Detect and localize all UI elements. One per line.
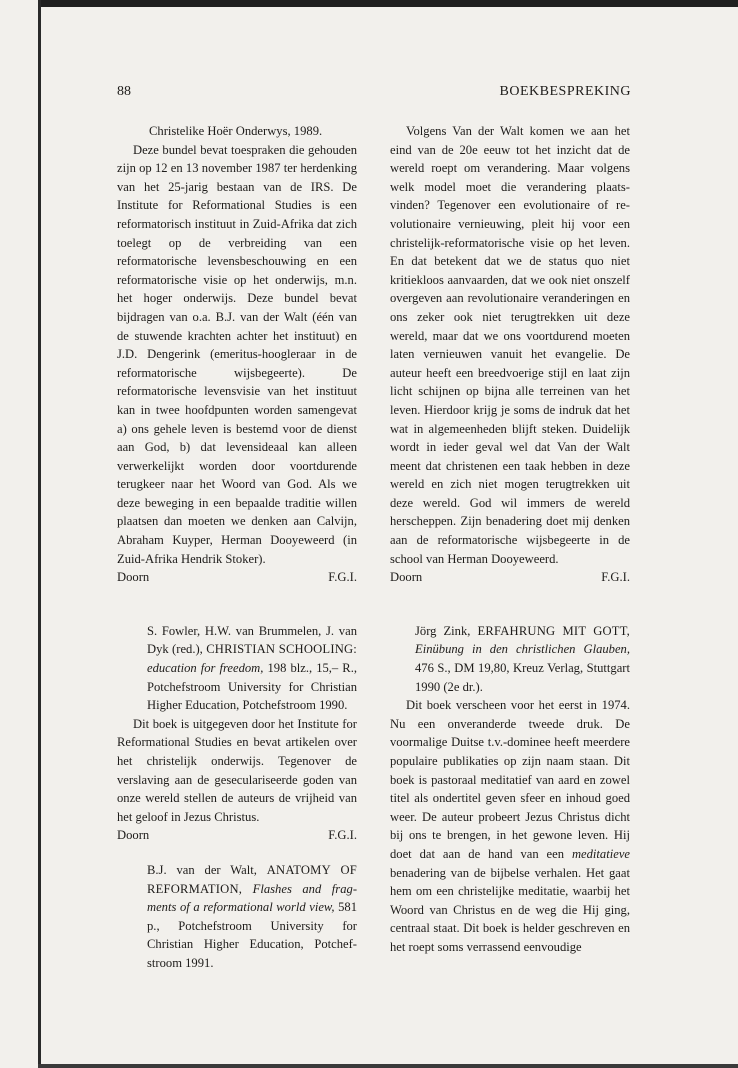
signature-place: Doorn bbox=[390, 570, 423, 585]
paragraph-text: benadering van de bijbelse verhalen. Het gaat hem om een christelijke meditatie, waarbij het Woord van Christus en de weg die Hij ging, centraal staat. Dit boek is helder geschreven en het roept soms verrassend eenvoudige bbox=[390, 865, 630, 954]
review-paragraph: Deze bundel bevat toespraken die gehouden zijn op 12 en 13 november 1987 ter herdenking van het 25-jarig bestaan van de IRS. De Institute for Reformational Studies is een reformatorisch instituut in Zuid-Afrika dat zich toelegt op de verbreiding van een reformatorische levensbeschouwing en een reformatorische visie op het onderwijs, m.n. het hoger onderwijs. Deze bundel bevat bijdragen van o.a. B.J. van der Walt (één van de stuwende krachten achter het instituut) en J.D. Dengerink (emeritus-hoogleraar in de reformatorische wijsbegeerte). De reformatorische levensvisie van het instituut kan in twee hoofdpunten worden samengevat a) ons gehele leven is bestemd voor de dienst aan God, b) dat levensideaal kan alleen verwerkelijkt worden door voortdurende terugkeer naar het Woord van God. Als we deze beweging in een bepaalde traditie willen plaatsen dan moeten we denken aan Calvijn, Abraham Kuyper, Herman Dooyeweerd (in Zuid-Afrika Hendrik Stoker). bbox=[117, 142, 357, 566]
review-signature bbox=[390, 568, 630, 587]
scan-edge-top bbox=[38, 0, 738, 7]
review-book-details: 476 S., DM 19,80, Kreuz Verlag, Stuttgart 1990 (2e dr.). bbox=[415, 661, 630, 694]
review-book-title: ANATOMY OF REFORMATION, bbox=[147, 862, 357, 896]
review-book-details: 581 p., Potchefstroom University for Christian Higher Education, Potchefstroom 1991. bbox=[147, 900, 357, 970]
review-paragraph bbox=[390, 696, 630, 956]
review-book-subtitle: Einübung in den christlichen Glauben, bbox=[415, 642, 630, 657]
signature-initials: F.G.I. bbox=[601, 570, 630, 585]
running-head: BOEKBESPREKING bbox=[499, 84, 631, 99]
signature-initials: F.G.I. bbox=[328, 570, 357, 585]
signature-place: Doorn bbox=[117, 828, 150, 843]
review-signature bbox=[117, 568, 357, 587]
scan-edge-left bbox=[38, 0, 41, 1068]
scan-edge-bottom bbox=[38, 1064, 738, 1068]
paragraph-text: Dit boek verscheen voor het eerst in 1974. Nu een onveranderde tweede druk. De voormalige Duitse t.v.-dominee heeft meerdere populaire publikaties op zijn naam staan. Dit boek is pastoraal meditatief van aard en zowel titel als ondertitel geven sfeer en inhoud goed weer. De auteur probeert Jezus Christus dicht bij ons te brengen, in het gewone leven. Hij doet dat aan de hand van een bbox=[390, 698, 630, 861]
signature-initials: F.G.I. bbox=[328, 828, 357, 843]
review-authors: B.J. van der Walt, bbox=[147, 862, 257, 877]
review-authors: S. Fowler, H.W. van Brummelen, J. van Dyk (red.), bbox=[147, 623, 357, 657]
citation-continuation: Christelike Hoër Onderwys, 1989. bbox=[149, 124, 323, 138]
review-book-details: 198 blz., 15,– R., Potchefstroom University for Christian Higher Education, Potchefstroom 1990. bbox=[147, 661, 357, 713]
signature-place: Doorn bbox=[117, 570, 150, 585]
review-heading bbox=[117, 622, 357, 715]
review-book-title: ERFAHRUNG MIT GOTT, bbox=[477, 623, 631, 638]
italic-term: meditatieve bbox=[571, 846, 630, 861]
review-signature bbox=[117, 826, 357, 845]
review-book-subtitle: education for freedom, bbox=[147, 661, 264, 676]
page-number: 88 bbox=[117, 84, 131, 99]
review-book-subtitle: Flashes and fragments of a reformational world view, bbox=[147, 881, 358, 915]
review-paragraph: Volgens Van der Walt komen we aan het eind van de 20e eeuw tot het inzicht dat de wereld roept om verandering. Maar volgens welk model moet die verandering plaatsvinden? Tegenover een evolutionaire of revolutionaire vernieuwing, pleit hij voor een christelijk-reformatorische visie op het leven. En dat betekent dat we de status quo niet kritiekloos aanvaarden, dat we ook niet onszelf overgeven aan revolutionaire veranderingen en ons zeker ook niet terugtrekken uit deze wereld, maar dat we ons voortdurend moeten laten vernieuwen vanuit het evangelie. De auteur heeft een breedvoerige stijl en laat zijn licht schijnen op bijna alle terreinen van het leven. Hierdoor krijg je soms de indruk dat het wat in algemeenheden blijft steken. Duidelijk wordt in ieder geval wel dat Van der Walt meent dat christenen een taak hebben in deze wereld en zich niet mogen terugtrekken uit deze wereld. God wil immers de wereld herscheppen. Zijn benadering doet mij denken aan de reformatorische wijsbegeerte in de school van Herman Dooyeweerd. bbox=[390, 124, 630, 566]
review-authors: Jörg Zink, bbox=[415, 623, 471, 638]
left-column bbox=[117, 122, 357, 973]
right-column bbox=[390, 122, 630, 957]
review-paragraph: Dit boek is uitgegeven door het Institute for Reformational Studies en bevat artikelen over het christelijk onderwijs. Tegenover de verslaving aan de geseculariseerde goden van onze wereld stellen de auteurs de vrijheid van het geloof in Jezus Christus. bbox=[117, 716, 357, 824]
review-heading bbox=[390, 622, 630, 696]
review-book-title: CHRISTIAN SCHOOLING: bbox=[206, 642, 357, 657]
review-heading bbox=[117, 861, 357, 973]
